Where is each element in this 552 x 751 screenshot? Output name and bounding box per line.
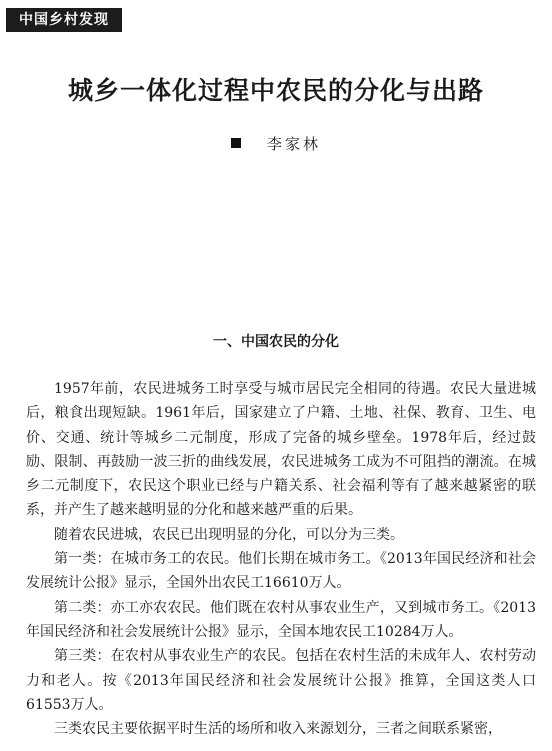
paragraph: 第一类：在城市务工的农民。他们长期在城市务工。《2013年国民经济和社会发展统计公报》显示，全国外出农民工16610万人。 bbox=[26, 551, 536, 592]
article-body bbox=[26, 377, 536, 741]
paragraph: 第二类：亦工亦农农民。他们既在农村从事农业生产，又到城市务工。《2013年国民经济和社会发展统计公报》显示，全国本地农民工10284万人。 bbox=[26, 599, 536, 640]
paragraph: 第三类：在农村从事农业生产的农民。包括在农村生活的未成年人、农村劳动力和老人。按《2013年国民经济和社会发展统计公报》推算，全国这类人口61553万人。 bbox=[26, 648, 536, 713]
paragraph: 三类农民主要依据平时生活的场所和收入来源划分，三者之间联系紧密， bbox=[54, 721, 502, 738]
paragraph: 1957年前，农民进城务工时享受与城市居民完全相同的待遇。农民大量进城后，粮食出现短缺。1961年后，国家建立了户籍、土地、社保、教育、卫生、电价、交通、统计等城乡二元制度，形成了完备的城乡壁垒。1978年后，经过鼓励、限制、再鼓励一波三折的曲线发展，农民进城务工成为不可阻挡的潮流。在城乡二元制度下，农民这个职业已经与户籍关系、社会福利等有了越来越紧密的联系，并产生了越来越明显的分化和越来越严重的后果。 bbox=[26, 381, 536, 519]
author-name: 李家林 bbox=[266, 135, 321, 153]
square-bullet-icon bbox=[231, 138, 241, 148]
paragraph: 随着农民进城，农民已出现明显的分化，可以分为三类。 bbox=[54, 526, 404, 543]
section-heading: 一、中国农民的分化 bbox=[213, 334, 339, 350]
article-title: 城乡一体化过程中农民的分化与出路 bbox=[67, 76, 484, 105]
column-tag: 中国乡村发现 bbox=[6, 8, 122, 32]
byline bbox=[0, 134, 552, 154]
